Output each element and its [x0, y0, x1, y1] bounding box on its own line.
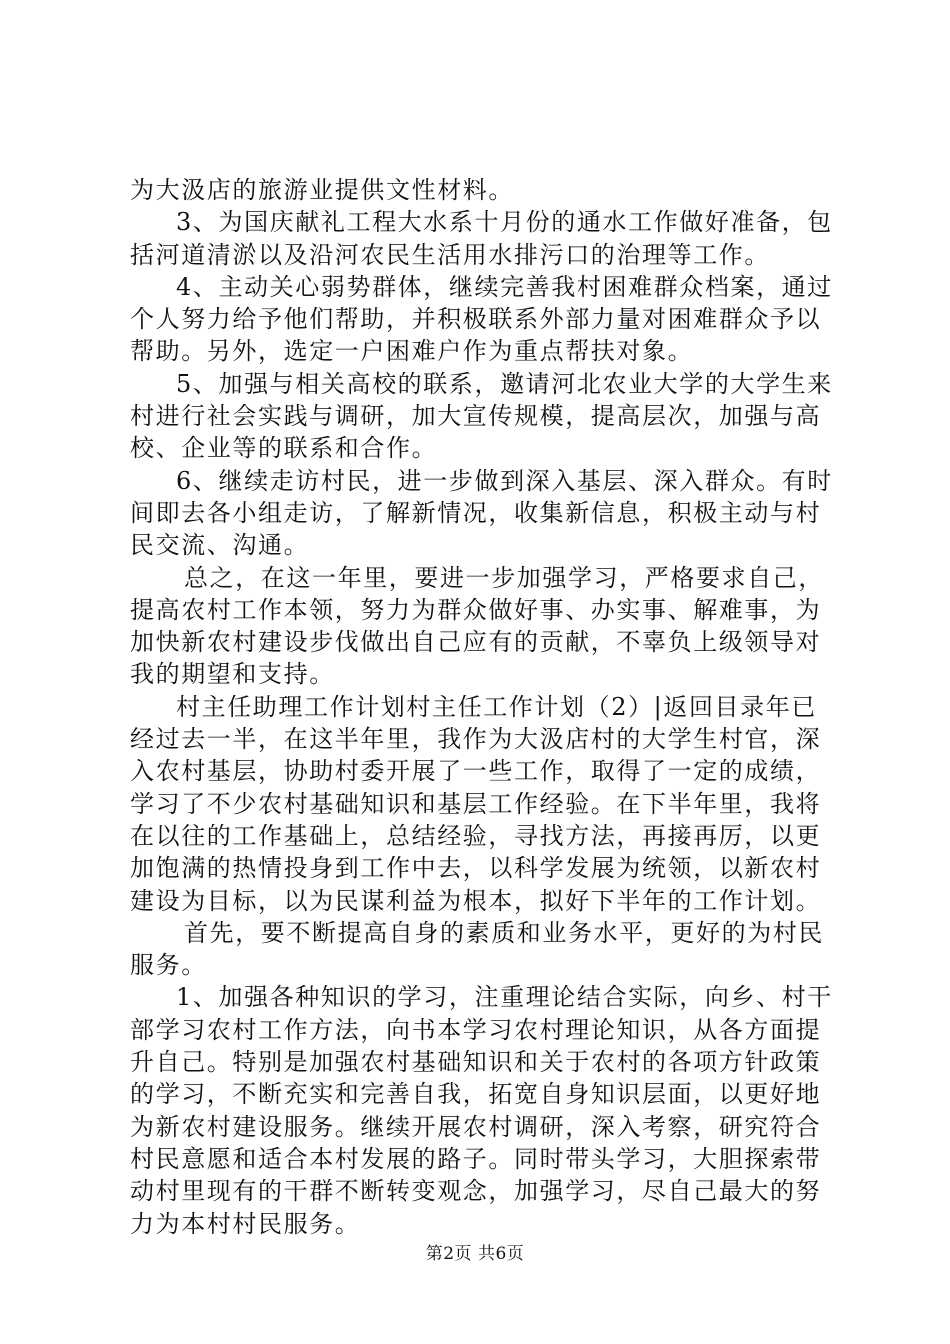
- text-line: 学习了不少农村基础知识和基层工作经验。在下半年里，我将: [130, 789, 822, 818]
- text-line: 加快新农村建设步伐做出自己应有的贡献，不辜负上级领导对: [130, 628, 822, 657]
- text-line: 民交流、沟通。: [130, 531, 310, 560]
- text-line: 村进行社会实践与调研，加大宣传规模，提高层次，加强与高: [130, 402, 822, 431]
- text-line: 为大汲店的旅游业提供文性材料。: [130, 176, 514, 204]
- text-line: 提高农村工作本领，努力为群众做好事、办实事、解难事，为: [130, 595, 822, 624]
- text-line: 为新农村建设服务。继续开展农村调研，深入考察，研究符合: [130, 1112, 822, 1141]
- text-line: 总之，在这一年里，要进一步加强学习，严格要求自己，: [184, 563, 824, 592]
- text-line: 括河道清淤以及沿河农民生活用水排污口的治理等工作。: [130, 240, 770, 269]
- text-line: 村主任助理工作计划村主任工作计划（2）|返回目录年已: [176, 692, 817, 721]
- text-line: 4、主动关心弱势群体，继续完善我村困难群众档案，通过: [176, 272, 833, 301]
- text-line: 经过去一半，在这半年里，我作为大汲店村的大学生村官，深: [130, 725, 822, 754]
- text-line: 的学习，不断充实和完善自我，拓宽自身知识层面，以更好地: [130, 1080, 822, 1109]
- text-line: 升自己。特别是加强农村基础知识和关于农村的各项方针政策: [130, 1048, 822, 1077]
- text-line: 加饱满的热情投身到工作中去，以科学发展为统领，以新农村: [130, 854, 822, 883]
- text-line: 个人努力给予他们帮助，并积极联系外部力量对困难群众予以: [130, 305, 822, 334]
- text-line: 6、继续走访村民，进一步做到深入基层、深入群众。有时: [176, 466, 833, 495]
- page-footer: 第2页 共6页: [425, 1244, 525, 1264]
- text-line: 部学习农村工作方法，向书本学习农村理论知识，从各方面提: [130, 1015, 822, 1044]
- text-line: 帮助。另外，选定一户困难户作为重点帮扶对象。: [130, 337, 694, 366]
- text-line: 力为本村村民服务。: [130, 1209, 361, 1238]
- text-line: 校、企业等的联系和合作。: [130, 434, 438, 463]
- text-line: 服务。: [130, 951, 207, 980]
- text-line: 首先，要不断提高自身的素质和业务水平，更好的为村民: [184, 918, 824, 947]
- text-line: 入农村基层，协助村委开展了一些工作，取得了一定的成绩，: [130, 757, 822, 786]
- body-text: [130, 174, 833, 1240]
- text-line: 5、加强与相关高校的联系，邀请河北农业大学的大学生来: [176, 369, 833, 398]
- text-line: 间即去各小组走访，了解新情况，收集新信息，积极主动与村: [130, 498, 822, 527]
- text-line: 我的期望和支持。: [130, 660, 335, 689]
- text-line: 在以往的工作基础上，总结经验，寻找方法，再接再厉，以更: [130, 821, 822, 850]
- text-line: 1、加强各种知识的学习，注重理论结合实际，向乡、村干: [176, 983, 833, 1012]
- text-line: 动村里现有的干群不断转变观念，加强学习，尽自己最大的努: [130, 1177, 822, 1206]
- text-line: 3、为国庆献礼工程大水系十月份的通水工作做好准备，包: [176, 208, 833, 237]
- text-line: 村民意愿和适合本村发展的路子。同时带头学习，大胆探索带: [130, 1144, 822, 1173]
- text-line: 建设为目标，以为民谋利益为根本，拟好下半年的工作计划。: [130, 886, 822, 915]
